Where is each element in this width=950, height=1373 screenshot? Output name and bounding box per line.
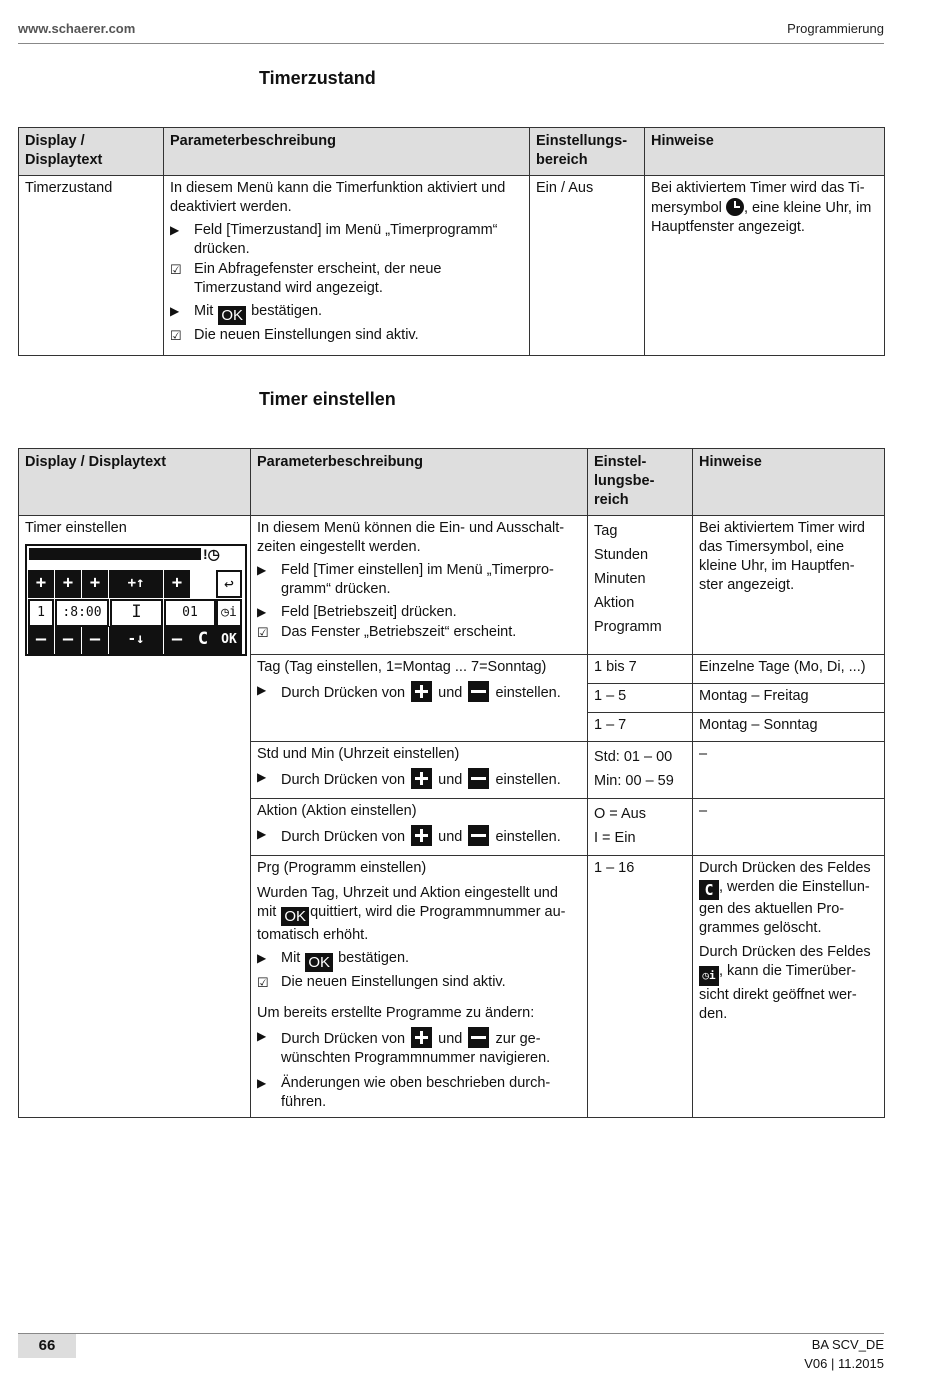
col-header-notes: Hinweise bbox=[693, 449, 885, 516]
col-header-display: Display / Displaytext bbox=[19, 449, 251, 516]
ok-button-icon: OK bbox=[305, 953, 333, 972]
cell-std-min: Std und Min (Uhrzeit einstellen) ▶ Durch Drücken von und einstellen. bbox=[251, 742, 588, 799]
lcd-plus-row bbox=[28, 570, 242, 596]
step-item: ▶ Durch Drücken von und einstellen. bbox=[257, 683, 561, 701]
ok-button-icon: OK bbox=[281, 907, 309, 926]
page-number: 66 bbox=[18, 1334, 76, 1358]
cell-range: 1 – 5 bbox=[588, 684, 693, 713]
col-header-notes: Hinweise bbox=[645, 128, 885, 176]
timer-display-screenshot bbox=[25, 544, 247, 656]
header-rule bbox=[18, 43, 884, 44]
header-website: www.schaerer.com bbox=[18, 21, 136, 36]
section-title-timer-einstellen: Timer einstellen bbox=[259, 389, 396, 409]
col-header-parameter: Parameterbeschreibung bbox=[251, 449, 588, 516]
ok-field-icon: OK bbox=[216, 626, 242, 654]
section-title-timerzustand: Timerzustand bbox=[259, 68, 376, 88]
arrow-icon: ▶ bbox=[257, 1029, 267, 1043]
minus-icon bbox=[468, 768, 489, 789]
col-header-range: Einstel-lungsbe-reich bbox=[588, 449, 693, 516]
result-item: ☑ Das Fenster „Betriebszeit“ erscheint. bbox=[257, 624, 517, 640]
action-field: I bbox=[110, 599, 163, 627]
arrow-icon: ▶ bbox=[257, 827, 267, 841]
plus-icon: + bbox=[164, 570, 190, 598]
back-icon: ↩ bbox=[216, 570, 242, 598]
minus-icon: — bbox=[164, 626, 190, 654]
checkbox-icon: ☑ bbox=[257, 625, 269, 640]
plus-up-icon: +↑ bbox=[109, 570, 163, 598]
arrow-icon: ▶ bbox=[257, 563, 267, 577]
minus-icon bbox=[468, 1027, 489, 1048]
checkbox-icon: ☑ bbox=[170, 262, 182, 277]
step-item: ▶ Feld [Timerzustand] im Menü „Timerprogramm“ drücken. bbox=[170, 222, 498, 257]
arrow-icon: ▶ bbox=[170, 304, 180, 318]
plus-icon bbox=[411, 825, 432, 846]
step-item: ▶ Durch Drücken von und einstellen. bbox=[257, 770, 561, 788]
footer-rule bbox=[18, 1333, 884, 1334]
plus-icon bbox=[411, 681, 432, 702]
cell-notes: Montag – Freitag bbox=[693, 684, 885, 713]
minus-icon: — bbox=[55, 626, 81, 654]
cell-aktion: Aktion (Aktion einstellen) ▶ Durch Drücken von und einstellen. bbox=[251, 799, 588, 856]
col-header-display: Display / Displaytext bbox=[19, 128, 164, 176]
ok-button-icon: OK bbox=[218, 306, 246, 325]
step-item: ▶ Feld [Betriebszeit] drücken. bbox=[257, 604, 457, 620]
cell-description bbox=[164, 176, 530, 356]
cell-range: O = Aus I = Ein bbox=[588, 799, 693, 856]
arrow-icon: ▶ bbox=[257, 951, 267, 965]
minus-down-icon: -↓ bbox=[109, 626, 163, 654]
day-field: 1 bbox=[28, 599, 54, 627]
cell-range: 1 bis 7 bbox=[588, 655, 693, 684]
result-item: ☑ Ein Abfragefenster erscheint, der neue Timerzustand wird angezeigt. bbox=[170, 261, 442, 296]
checkbox-icon: ☑ bbox=[257, 975, 269, 990]
cell-notes: Montag – Sonntag bbox=[693, 713, 885, 742]
timer-einstellen-table bbox=[18, 448, 885, 1118]
cell-notes: Bei aktiviertem Timer wird das Ti-mersymbol , eine kleine Uhr, im Hauptfenster angezeigt. bbox=[645, 176, 885, 356]
cell-range: Ein / Aus bbox=[530, 176, 645, 356]
timer-status-icon: !◷ bbox=[203, 546, 220, 562]
plus-icon: + bbox=[28, 570, 54, 598]
cell-display: Timerzustand bbox=[19, 176, 164, 356]
timer-clock-icon bbox=[726, 198, 744, 216]
step-item: ▶ Mit OK bestätigen. bbox=[257, 950, 410, 971]
cell-description: In diesem Menü können die Ein- und Ausschalt-zeiten eingestellt werden. ▶ Feld [Timer einstellen] im Menü „Timerpro-gramm“ drücken. ▶ Feld [Betriebszeit] drücken. ☑ Das Fenster „Betriebszeit“ erscheint. bbox=[251, 516, 588, 655]
cell-prg: Prg (Programm einstellen) Wurden Tag, Uhrzeit und Aktion eingestellt und mit OK quittiert, wird die Programmnummer au-tomatisch erhöht. ▶ Mit OK bestätigen. ☑ Die neuen Einstellungen sind aktiv. Um bereits erstellte Programme zu ändern: ▶ Durch Drücken von und zur ge-wünschten Programmnummer navigieren. ▶ Änderungen wie oben beschrieben durch-führen. bbox=[251, 856, 588, 1118]
plus-icon bbox=[411, 1027, 432, 1048]
minus-icon: — bbox=[82, 626, 108, 654]
timer-overview-icon: ◷i bbox=[699, 966, 719, 986]
cell-range: Tag Stunden Minuten Aktion Programm bbox=[588, 516, 693, 655]
minus-icon: — bbox=[28, 626, 54, 654]
cell-notes: Einzelne Tage (Mo, Di, ...) bbox=[693, 655, 885, 684]
program-field: 01 bbox=[164, 599, 216, 627]
step-item: ▶ Änderungen wie oben beschrieben durch-führen. bbox=[257, 1075, 551, 1110]
plus-icon: + bbox=[55, 570, 81, 598]
arrow-icon: ▶ bbox=[257, 683, 267, 697]
step-item: ▶ Durch Drücken von und einstellen. bbox=[257, 827, 561, 845]
lcd-value-row bbox=[28, 599, 242, 625]
cell-tag: Tag (Tag einstellen, 1=Montag ... 7=Sonntag) ▶ Durch Drücken von und einstellen. bbox=[251, 655, 588, 742]
cell-notes: Bei aktiviertem Timer wird das Timersymbol, eine kleine Uhr, im Hauptfen-ster angezeigt. bbox=[693, 516, 885, 655]
cell-display: Timer einstellen !◷ + + + +↑ + ↩ 1 :8:00 I 01 ◷i — — — -↓ — C OK bbox=[19, 516, 251, 1118]
arrow-icon: ▶ bbox=[257, 605, 267, 619]
clear-c-icon: C bbox=[699, 880, 719, 900]
step-item: ▶ Feld [Timer einstellen] im Menü „Timerpro-gramm“ drücken. bbox=[257, 562, 554, 597]
arrow-icon: ▶ bbox=[257, 1076, 267, 1090]
cell-range: 1 – 16 bbox=[588, 856, 693, 1118]
cell-range: Std: 01 – 00 Min: 00 – 59 bbox=[588, 742, 693, 799]
result-item: ☑ Die neuen Einstellungen sind aktiv. bbox=[257, 974, 506, 990]
header-section: Programmierung bbox=[787, 21, 884, 36]
lcd-minus-row bbox=[28, 626, 242, 652]
timer-info-icon: ◷i bbox=[216, 599, 242, 627]
intro-text: In diesem Menü kann die Timerfunktion aktiviert und deaktiviert werden. bbox=[170, 180, 506, 215]
plus-icon: + bbox=[82, 570, 108, 598]
clear-field-icon: C bbox=[190, 626, 216, 654]
minus-icon bbox=[468, 681, 489, 702]
step-item: ▶ Durch Drücken von und zur ge-wünschten Programmnummer navigieren. bbox=[257, 1029, 551, 1066]
footer-doc: BA SCV_DE bbox=[811, 1337, 884, 1352]
step-item: ▶ Mit OK bestätigen. bbox=[170, 303, 323, 324]
cell-notes: – bbox=[693, 799, 885, 856]
cell-notes: Durch Drücken des Feldes C , werden die Einstellun-gen des aktuellen Pro-grammes gelöscht. Durch Drücken des Feldes ◷i , kann die Timerüber-sicht direkt geöffnet wer-den. bbox=[693, 856, 885, 1118]
result-item: ☑ Die neuen Einstellungen sind aktiv. bbox=[170, 327, 419, 343]
col-header-parameter: Parameterbeschreibung bbox=[164, 128, 530, 176]
col-header-range: Einstellungs-bereich bbox=[530, 128, 645, 176]
lcd-title-bar bbox=[29, 548, 201, 560]
footer-version: V06 | 11.2015 bbox=[804, 1356, 884, 1371]
time-field: :8:00 bbox=[55, 599, 109, 627]
checkbox-icon: ☑ bbox=[170, 328, 182, 343]
plus-icon bbox=[411, 768, 432, 789]
cell-range: 1 – 7 bbox=[588, 713, 693, 742]
arrow-icon: ▶ bbox=[257, 770, 267, 784]
minus-icon bbox=[468, 825, 489, 846]
cell-notes: – bbox=[693, 742, 885, 799]
timerzustand-table bbox=[18, 127, 885, 356]
arrow-icon: ▶ bbox=[170, 223, 180, 237]
